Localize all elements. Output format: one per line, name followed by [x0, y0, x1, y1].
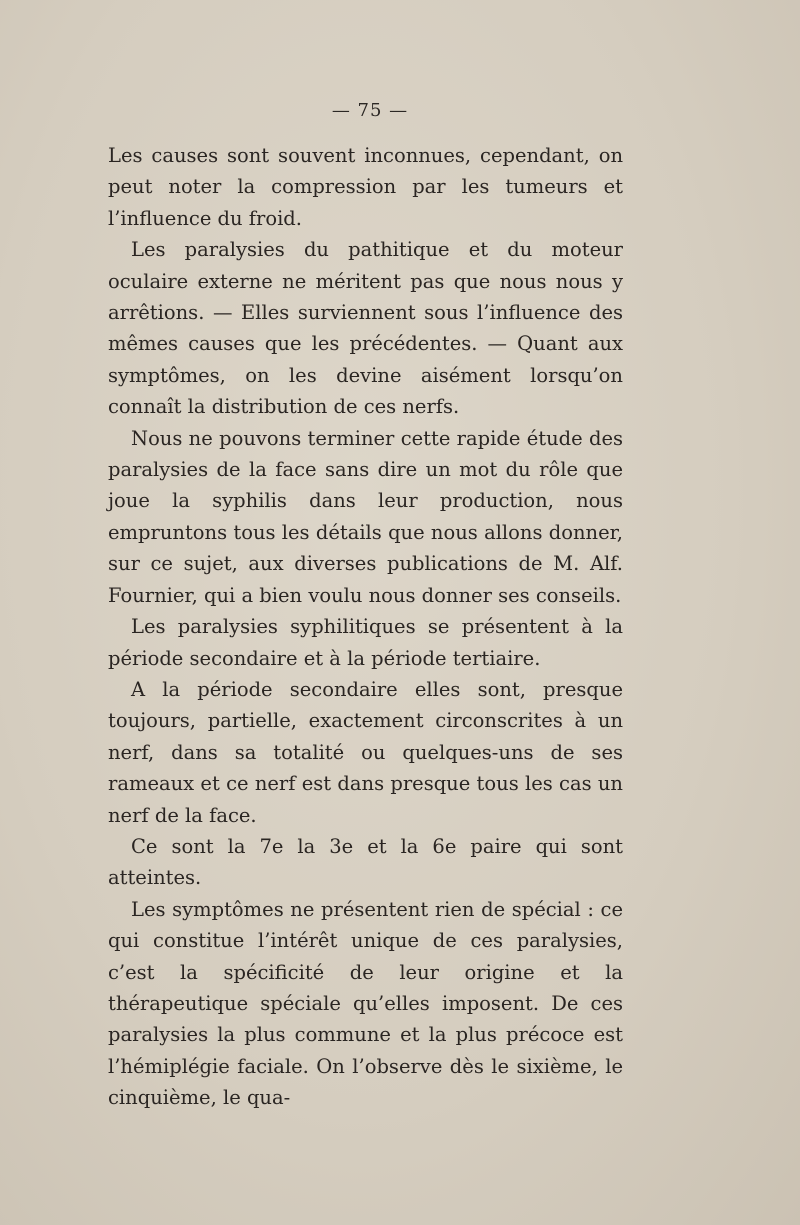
paragraph: Les causes sont souvent inconnues, cependant, on peut noter la compression par les tumeurs et l’influence du froid.: [108, 144, 623, 230]
body-text: [108, 140, 623, 1114]
paragraph: Les paralysies syphilitiques se présentent à la période secondaire et à la période tertiaire.: [108, 615, 623, 670]
paragraph: Nous ne pouvons terminer cette rapide étude des paralysies de la face sans dire un mot du rôle que joue la syphilis dans leur production, nous empruntons tous les détails que nous allons donner, sur ce sujet, aux diverses publications de M. Alf. Fournier, qui a bien voulu nous donner ses conseils.: [108, 426, 623, 607]
paragraph: Les paralysies du pathitique et du moteur oculaire externe ne méritent pas que nous nous y arrêtions. — Elles surviennent sous l’influence des mêmes causes que les précédentes. — Quant aux symptômes, on les devine aisément lorsqu’on connaît la distribution de ces nerfs.: [108, 238, 623, 419]
paragraph: Ce sont la 7e la 3e et la 6e paire qui sont atteintes.: [108, 834, 623, 890]
page-number: — 75 —: [331, 100, 409, 121]
paragraph: A la période secondaire elles sont, presque toujours, partielle, exactement circonscrites à un nerf, dans sa totalité ou quelques-uns de ses rameaux et ce nerf est dans presque tous les cas un nerf de la face.: [108, 677, 623, 827]
paragraph: Les symptômes ne présentent rien de spécial : ce qui constitue l’intérêt unique de ces paralysies, c’est la spécificité de leur origine et la thérapeutique spéciale qu’elles imposent. De ces paralysies la plus commune et la plus précoce est l’hémiplégie faciale. On l’observe dès le sixième, le cinquième, le qua-: [108, 897, 623, 1110]
